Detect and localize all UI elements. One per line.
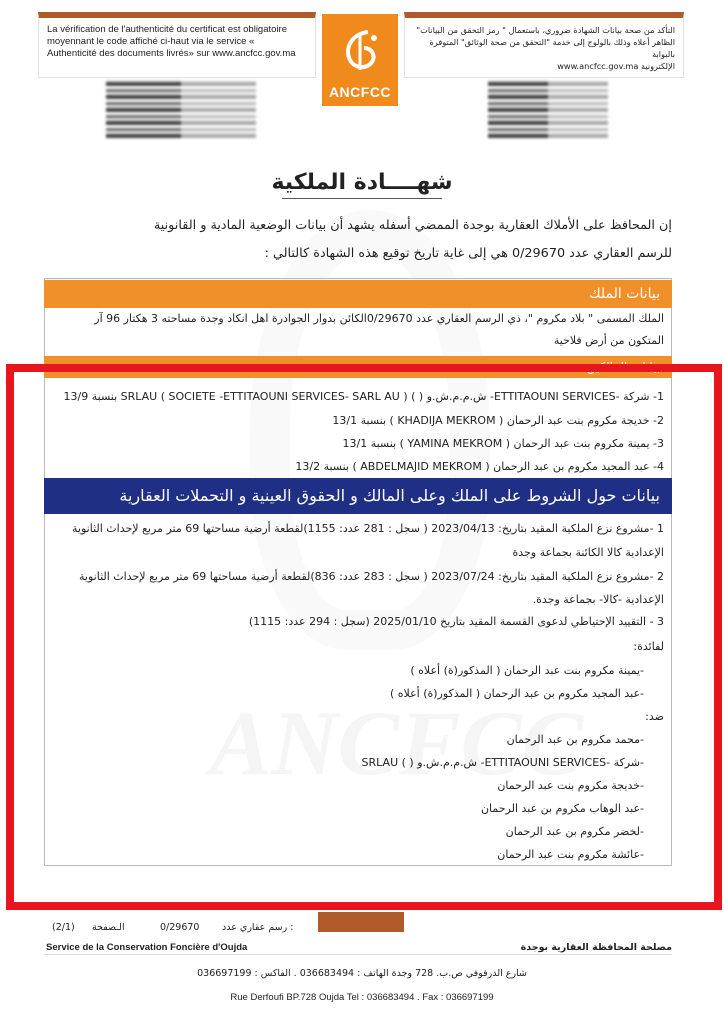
logo-text: ANCFCC	[328, 84, 392, 100]
intro-line-1: إن المحافظ على الأملاك العقارية بوجدة الممضي أسفله يشهد أن بيانات الوضعية المادية و القانونية	[153, 218, 672, 233]
charge-2-line-b: الإعدادية -كالا- بجماعة وجدة.	[532, 593, 664, 606]
ancfcc-logo	[322, 14, 398, 106]
ancfcc-emblem-icon	[330, 26, 390, 84]
footer-title-number: 0/29670	[160, 922, 200, 933]
footer-address-fr: Rue Derfoufi BP.728 Oujda Tel : 036683494 . Fax : 036697199	[230, 992, 494, 1003]
property-section-header: بيانات الملك	[44, 280, 672, 308]
ar-notice-line-2: الظاهر أعلاه وذلك بالولوج إلى خدمة "التحقق من صحة الوثائق" المتوفرة بالبوابة	[429, 37, 675, 59]
arabic-verification-notice	[404, 12, 684, 78]
fr-notice-line-3: Authenticité des documents livrés» sur www.ancfcc.gov.ma	[47, 48, 296, 59]
page-title: شهــــادة الملكية	[271, 170, 453, 195]
footer-address-ar: شارع الدرفوفي ص.ب. 728 وجدة الهاتف : 036683494 . الفاكس : 036697199	[197, 968, 527, 979]
qr-code-left	[106, 80, 256, 138]
charges-section-header: بيانات حول الشروط على الملك وعلى المالك و الحقوق العينية و التحملات العقارية	[44, 478, 672, 514]
footer-page-label: الـصفحة	[92, 922, 125, 933]
against-label: ضد:	[645, 710, 664, 723]
fr-notice-line-2: moyennant le code affiché ci-haut via le service «	[47, 36, 255, 47]
french-verification-notice	[38, 12, 316, 78]
footer-title-label: رسم عقاري عدد :	[222, 922, 294, 933]
owner-row-4: 4- عبد المجيد مكروم بن عبد الرحمان ( ABDELMAJID MEKROM ) بنسبة 13/2	[295, 460, 664, 473]
charge-3: 3 - التقييد الإحتياطي لدعوى القسمة المقيد بتاريخ 2025/01/10 (سجل : 294 عدد: 1115)	[248, 615, 664, 628]
charge-1-line-a: 1 -مشروع نزع الملكية المقيد بتاريخ: 2023/04/13 ( سجل : 281 عدد: 1155)لقطعة أرضية مساحتها 69 متر مربع لإحداث الثانوية	[72, 522, 664, 535]
ar-notice-line-3: الإلكترونية www.ancfcc.gov.ma	[557, 61, 675, 71]
beneficiary-label: لفائدة:	[633, 640, 664, 653]
against-party-5: -لخضر مكروم بن عبد الرحمان	[505, 825, 644, 838]
against-party-2: -شركة -ETTITAOUNI SERVICES- ش.م.م.ش.و ( ) SRLAU	[361, 756, 644, 769]
owner-row-1: 1- شركة -ETTITAOUNI SERVICES- ش.م.م.ش.و ( ) SRLAU ( SOCIETE -ETTITAOUNI SERVICES- SARL AU ) بنسبة 13/9	[63, 390, 664, 403]
intro-line-2: للرسم العقاري عدد 0/29670 هي إلى غاية تاريخ توقيع هذه الشهادة كالتالي :	[264, 246, 672, 261]
against-party-6: -عائشة مكروم بنت عبد الرحمان	[497, 848, 644, 861]
beneficiary-2: -عبد المجيد مكروم بن عبد الرحمان ( المذكور(ة) أعلاه )	[389, 687, 644, 700]
property-line-2: المتكون من أرض فلاحية	[553, 334, 664, 347]
against-party-3: -خديجة مكروم بنت عبد الرحمان	[497, 779, 644, 792]
fr-notice-line-1: La vérification de l'authenticité du certificat est obligatoire	[47, 24, 287, 35]
against-party-4: -عبد الوهاب مكروم بن عبد الرحمان	[480, 802, 644, 815]
against-party-1: -محمد مكروم بن عبد الرحمان	[506, 733, 644, 746]
footer-service-fr: Service de la Conservation Foncière d'Oujda	[46, 942, 248, 953]
owner-row-3: 3- يمينة مكروم بنت عبد الرحمان ( YAMINA MEKROM ) بنسبة 13/1	[342, 437, 664, 450]
title-underline	[282, 198, 442, 199]
property-line-1: الملك المسمى " بلاد مكروم "، ذي الرسم العقاري عدد 0/29670الكائن بدوار الجوادرة اهل انكاد وجدة مساحته 3 هكتار 96 آر	[94, 312, 664, 325]
red-highlight-frame	[6, 364, 722, 910]
charge-2-line-a: 2 -مشروع نزع الملكية المقيد بتاريخ: 2023/07/24 ( سجل : 283 عدد: 836)لقطعة أرضية مساحتها 69 متر مربع لإحداث الثانوية	[79, 570, 664, 583]
beneficiary-1: -يمينة مكروم بنت عبد الرحمان ( المذكور(ة) أعلاه )	[410, 664, 644, 677]
ar-notice-line-1: التأكد من صحة بيانات الشهادة ضروري، باستعمال " رمز التحقق من البيانات"	[416, 25, 675, 35]
charge-1-line-b: الإعدادية كالا الكائنة بجماعة وجدة	[512, 546, 664, 559]
footer-accent-bar	[318, 912, 404, 932]
footer-divider	[44, 954, 672, 955]
qr-code-right	[488, 80, 608, 138]
footer-service-ar: مصلحة المحافظة العقارية بوجدة	[520, 942, 672, 953]
footer-page-number: (2/1)	[52, 922, 75, 933]
owner-row-2: 2- خديجة مكروم بنت عبد الرحمان ( KHADIJA MEKROM ) بنسبة 13/1	[332, 414, 664, 427]
owners-section-header: بيانات المالكين	[44, 356, 672, 378]
